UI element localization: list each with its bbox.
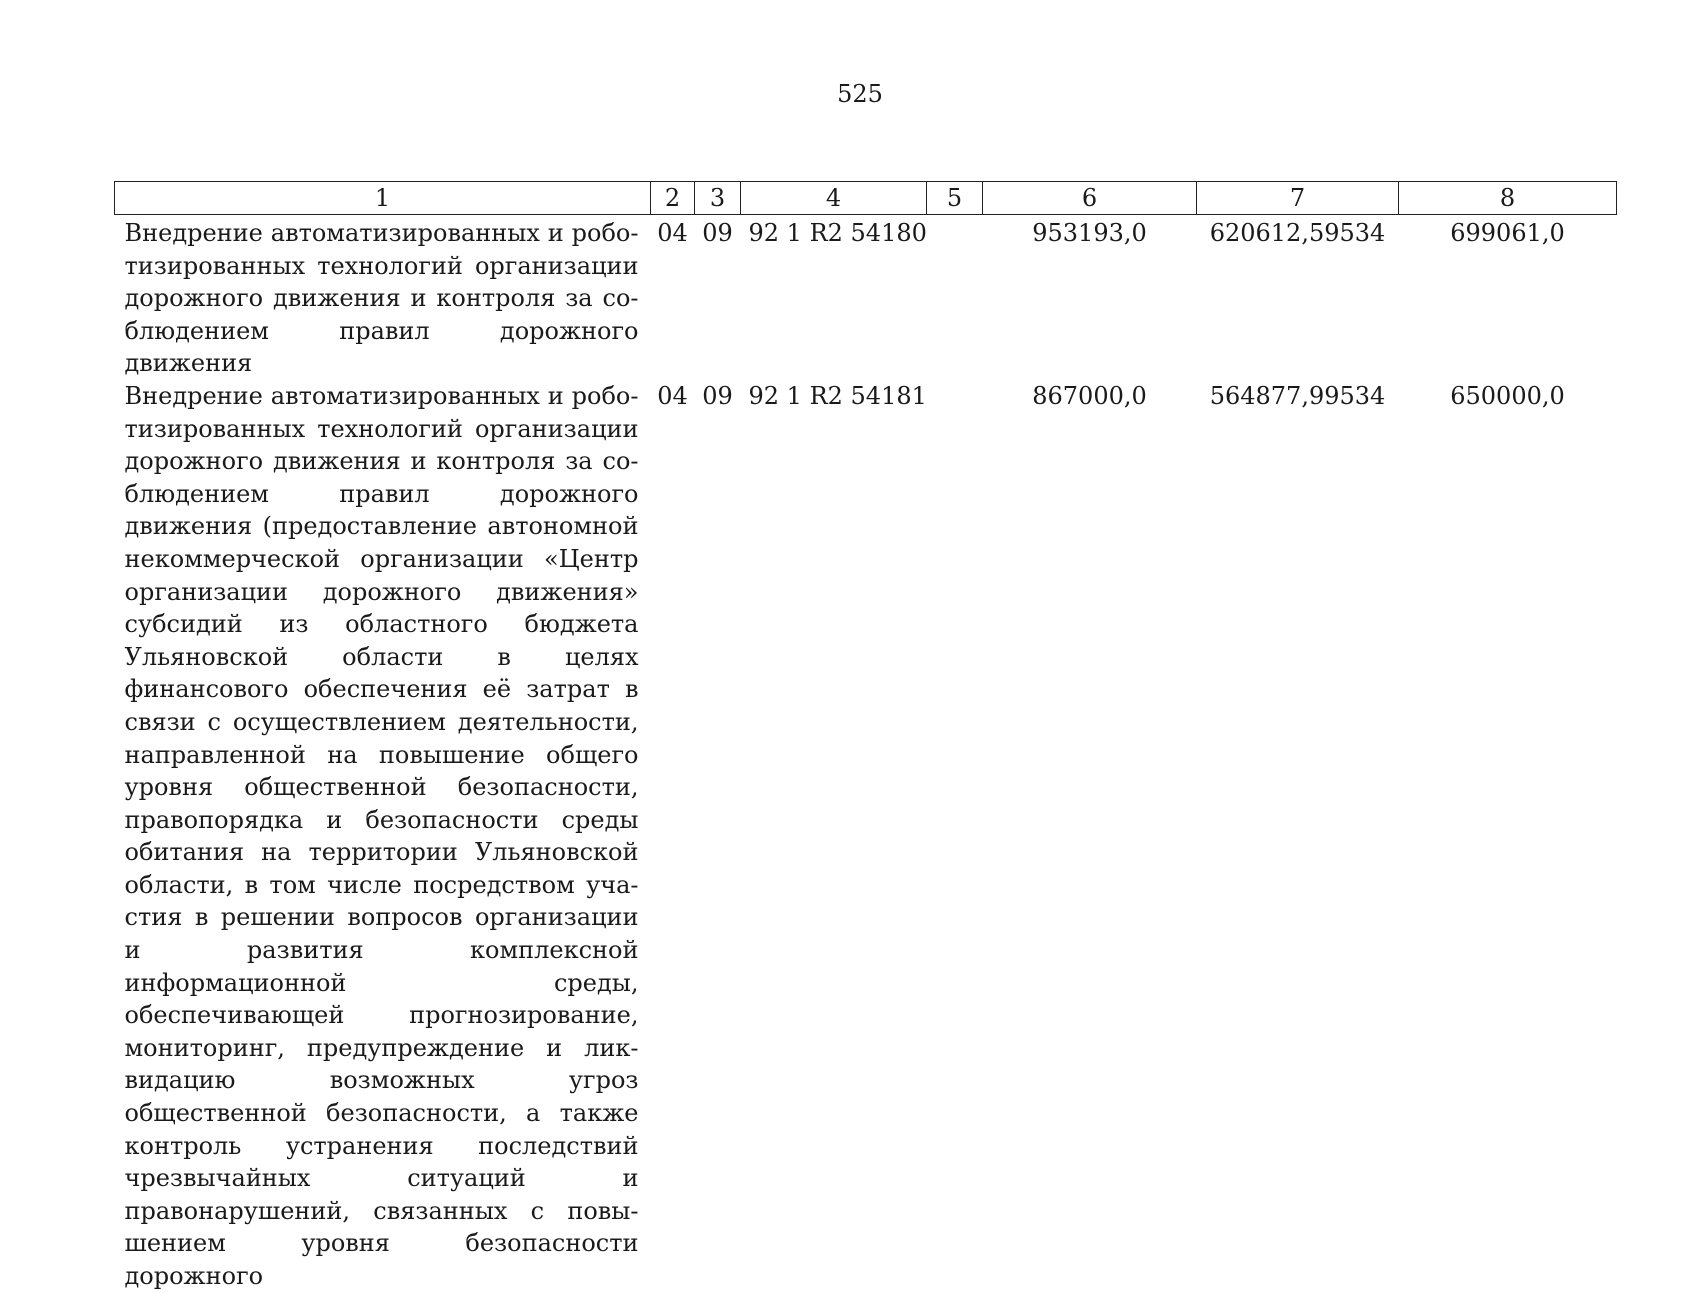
table-header-row (115, 182, 1617, 215)
row-value-col8: 699061,0 (1450, 219, 1565, 247)
column-header: 2 (651, 182, 695, 215)
column-header: 4 (741, 182, 927, 215)
budget-table (114, 181, 1617, 1293)
table-row (115, 380, 1617, 1293)
row-description: Внедрение автоматизированных и роботизированных технологий организации дорожного движения и контроля за соблюдением правил дорожного движения (предоставление автономной некоммерческой организации «Центр организации дорожного движения» субсидий из областного бюджета Ульяновской области в целях финансового обеспечения её затрат в связи с осуществлением деятельности, направленной на повышение общего уровня общественной безопасности, правопорядка и безопасности среды обитания на территории Ульяновской области, в том числе посредством участия в решении вопросов организации и развития комплексной информационной среды, обеспечивающей прогнозирование, мониторинг, предупреждение и ликвидацию возможных угроз общественной безопасности, а также контроль устранения последствий чрезвычайных ситуаций и правонарушений, связанных с повышением уровня безопасности дорожного (124, 381, 639, 1290)
row-target-article: 92 1 R2 54181 (748, 381, 927, 410)
row-value-col7: 564877,99534 (1209, 381, 1386, 410)
column-header: 3 (695, 182, 741, 215)
row-description: Внедрение автоматизированных и роботизированных технологий организации дорожного движения и контроля за соблюдением правил дорожного движения (124, 219, 639, 378)
row-value-col6: 953193,0 (1032, 219, 1147, 247)
row-subsection: 09 (702, 381, 733, 410)
row-section: 04 (657, 381, 688, 410)
row-subsection: 09 (702, 219, 733, 247)
column-header: 8 (1399, 182, 1617, 215)
row-expense-type (927, 380, 983, 1293)
column-header: 5 (927, 182, 983, 215)
column-header: 6 (983, 182, 1197, 215)
page-number: 525 (837, 80, 883, 108)
row-target-article: 92 1 R2 54180 (748, 219, 927, 247)
column-header: 7 (1197, 182, 1399, 215)
row-value-col8: 650000,0 (1450, 381, 1565, 410)
row-expense-type (927, 215, 983, 380)
row-value-col7: 620612,59534 (1209, 219, 1386, 247)
row-section: 04 (657, 219, 688, 247)
row-value-col6: 867000,0 (1032, 381, 1147, 410)
column-header: 1 (115, 182, 651, 215)
table-row (115, 215, 1617, 380)
